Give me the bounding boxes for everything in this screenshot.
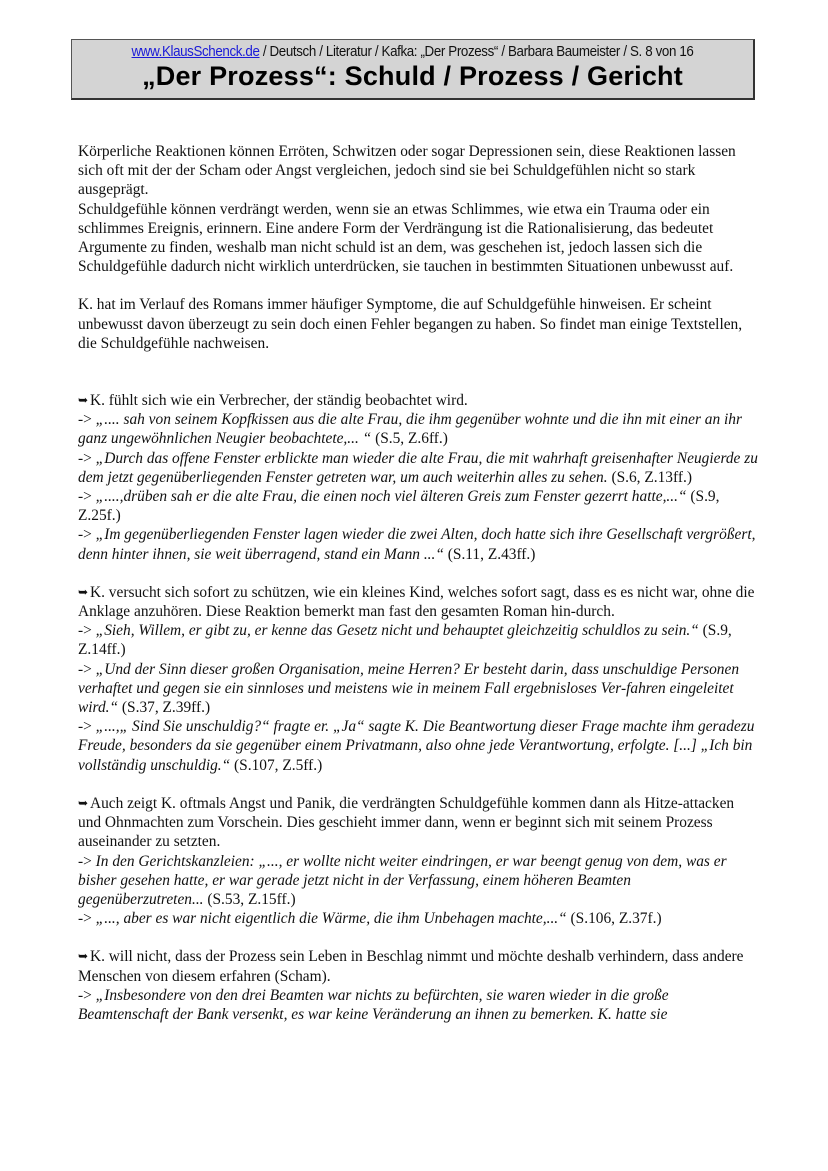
document-body <box>78 142 758 1024</box>
arrow-bullet-icon: ➥ <box>78 584 89 599</box>
arrow-bullet-icon: ➥ <box>78 393 89 408</box>
section-lead: ➥ K. will nicht, dass der Prozess sein Leben in Beschlag nimmt und möchte deshalb verhindern, dass andere Menschen von diesem erfahren (Scham). <box>78 948 744 985</box>
evidence-section <box>78 391 758 564</box>
breadcrumb-path: / Deutsch / Literatur / Kafka: „Der Prozess“ / Barbara Baumeister / S. 8 von 16 <box>259 44 694 60</box>
quote-line: -> „Durch das offene Fenster erblickte man wieder die alte Frau, die mit wahrhaft greisenhafter Neugierde zu dem jetzt gegenüberliegenden Fenster getreten war, um auch weiterhin alles zu sehen. (S.6, Z.13ff.) <box>78 449 758 486</box>
quote-line: -> „Im gegenüberliegenden Fenster lagen wieder die zwei Alten, doch hatte sich ihre Gesellschaft vergrößert, denn hinter ihnen, sie weit überragend, stand ein Mann ...“ (S.11, Z.43ff.) <box>78 526 756 563</box>
evidence-section <box>78 794 758 928</box>
quote-line: -> „Sieh, Willem, er gibt zu, er kenne das Gesetz nicht und behauptet gleichzeitig schuldlos zu sein.“ (S.9, Z.14ff.) <box>78 622 732 659</box>
intro-paragraph-2: Schuldgefühle können verdrängt werden, wenn sie an etwas Schlimmes, wie etwa ein Trauma oder ein schlimmes Ereignis, erinnern. Eine andere Form der Verdrängung ist die Rationalisierung, das bedeutet Argumente zu finden, weshalb man nicht schuld ist an dem, was geschehen ist, jedoch lassen sich die Schuldgefühle dadurch nicht wirklich unterdrücken, sie tauchen in bestimmten Situationen unbewusst auf. <box>78 200 734 276</box>
section-lead: ➥ K. fühlt sich wie ein Verbrecher, der ständig beobachtet wird. <box>78 392 468 410</box>
evidence-section <box>78 583 758 775</box>
section-lead: ➥ Auch zeigt K. oftmals Angst und Panik, die verdrängten Schuldgefühle kommen dann als Hitze-attacken und Ohnmachten zum Vorschein. Dies geschieht immer dann, wenn er beginnt sich mit seinem Prozess auseinander zu setzten. <box>78 794 735 851</box>
page-header <box>71 39 755 100</box>
page-title: „Der Prozess“: Schuld / Prozess / Gericht <box>142 61 683 91</box>
quote-line: -> „.... sah von seinem Kopfkissen aus die alte Frau, die ihm gegenüber wohnte und die ihn mit einer an ihr ganz ungewöhnlichen Neugier beobachtete,... “ (S.5, Z.6ff.) <box>78 411 742 448</box>
arrow-bullet-icon: ➥ <box>78 949 89 964</box>
quote-line: -> „Und der Sinn dieser großen Organisation, meine Herren? Er besteht darin, dass unschuldige Personen verhaftet und gegen sie ein sinnloses und meistens wie in meinem Fall ergebnisloses Ver-fahren eingeleitet wird.“ (S.37, Z.39ff.) <box>78 660 740 717</box>
intro-paragraph-3: K. hat im Verlauf des Romans immer häufiger Symptome, die auf Schuldgefühle hinweisen. Er scheint unbewusst davon überzeugt zu sein doch einen Fehler begangen zu haben. So findet man einige Textstellen, die Schuldgefühle nachweisen. <box>78 296 743 352</box>
quote-line: -> „..., aber es war nicht eigentlich die Wärme, die ihm Unbehagen machte,...“ (S.106, Z.37f.) <box>78 910 662 928</box>
quote-line: -> In den Gerichtskanzleien: „..., er wollte nicht weiter eindringen, er war beengt genug von dem, was er bisher gesehen hatte, er war gerade jetzt nicht in der Verfassung, einem höheren Beamten gegenüberzutreten... (S.53, Z.15ff.) <box>78 852 727 908</box>
evidence-section <box>78 947 758 1024</box>
intro-paragraph-1: Körperliche Reaktionen können Erröten, Schwitzen oder sogar Depressionen sein, diese Reaktionen lassen sich oft mit der der Scham oder Angst vergleichen, jedoch sind sie bei Schuldgefühlen nicht so stark ausgeprägt. <box>78 143 736 199</box>
quote-line: -> „....,drüben sah er die alte Frau, die einen noch viel älteren Greis zum Fenster gezerrt hatte,...“ (S.9, Z.25f.) <box>78 488 720 525</box>
site-link[interactable]: www.KlausSchenck.de <box>131 44 260 60</box>
quote-line: -> „...,„ Sind Sie unschuldig?“ fragte er. „Ja“ sagte K. Die Beantwortung dieser Frage machte ihm geradezu Freude, besonders da sie gegenüber einem Privatmann, also ohne jede Verantwortung, erfolgte. [...] „Ich bin vollständig unschuldig.“ (S.107, Z.5ff.) <box>78 718 755 774</box>
section-lead: ➥ K. versucht sich sofort zu schützen, wie ein kleines Kind, welches sofort sagt, dass es es nicht war, ohne die Anklage anzuhören. Diese Reaktion bemerkt man fast den gesamten Roman hin-durch. <box>78 583 755 621</box>
breadcrumb <box>99 44 726 60</box>
quote-line: -> „Insbesondere von den drei Beamten war nichts zu befürchten, sie waren wieder in die große Beamtenschaft der Bank versenkt, es war keine Veränderung an ihnen zu bemerken. K. hatte sie <box>78 986 669 1023</box>
arrow-bullet-icon: ➥ <box>78 795 89 810</box>
